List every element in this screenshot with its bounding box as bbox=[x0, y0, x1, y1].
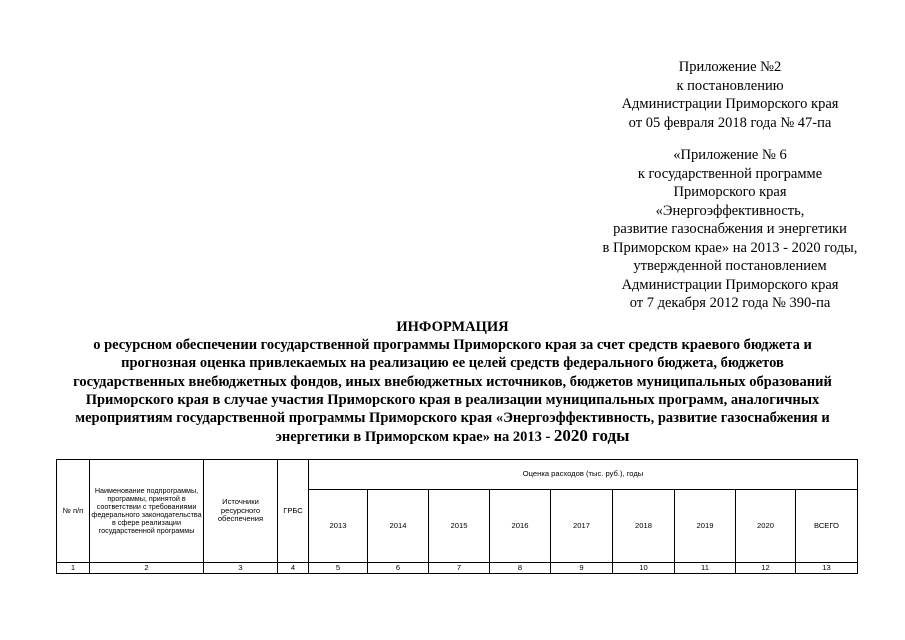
appendix-line: к постановлению bbox=[676, 77, 784, 94]
header-source: Источники ресурсного обеспечения bbox=[204, 460, 278, 563]
column-number: 1 bbox=[57, 563, 90, 574]
header-year: 2013 bbox=[309, 490, 368, 563]
header-year: 2018 bbox=[613, 490, 675, 563]
column-number: 3 bbox=[204, 563, 278, 574]
program-appendix-line: «Энергоэффективность, bbox=[655, 202, 805, 219]
appendix-line: Приложение №2 bbox=[678, 59, 782, 75]
title-line: о ресурсном обеспечении государственной программы Приморского края за счет средств краевого бюджета и bbox=[93, 337, 812, 354]
title-line: государственных внебюджетных фондов, иных внебюджетных источников, бюджетов муниципальных образований bbox=[73, 373, 832, 390]
resource-table bbox=[56, 459, 858, 574]
header-total: ВСЕГО bbox=[796, 490, 858, 563]
program-appendix-line: развитие газоснабжения и энергетики bbox=[613, 221, 847, 237]
program-appendix-line: к государственной программе bbox=[637, 165, 823, 182]
document-title bbox=[40, 318, 865, 446]
title-line: мероприятиям государственной программы Приморского края «Энергоэффективность, развитие газоснабжения и bbox=[75, 410, 830, 427]
column-number: 5 bbox=[309, 563, 368, 574]
header-grbs: ГРБС bbox=[278, 460, 309, 563]
program-appendix-line: от 7 декабря 2012 года № 390-па bbox=[629, 295, 831, 311]
column-number: 7 bbox=[429, 563, 490, 574]
spacer bbox=[560, 132, 900, 146]
column-number: 8 bbox=[490, 563, 551, 574]
column-number: 4 bbox=[278, 563, 309, 574]
header-program-name: Наименование подпрограммы, программы, принятой в соответствии с требованиями федерального законодательства в сфере реализации государственной программы bbox=[90, 460, 204, 563]
appendix-line: от 05 февраля 2018 года № 47-па bbox=[628, 114, 832, 131]
title-last-text: энергетики в Приморском крае» на 2013 - bbox=[275, 429, 554, 446]
header-num: № п/п bbox=[57, 460, 90, 563]
header-year: 2016 bbox=[490, 490, 551, 563]
appendix-block bbox=[560, 58, 900, 313]
column-number: 11 bbox=[675, 563, 736, 574]
title-years: 2020 годы bbox=[553, 426, 630, 446]
column-number: 2 bbox=[90, 563, 204, 574]
header-year: 2015 bbox=[429, 490, 490, 563]
program-appendix-line: «Приложение № 6 bbox=[673, 147, 787, 163]
column-number: 12 bbox=[736, 563, 796, 574]
header-year: 2014 bbox=[368, 490, 429, 563]
title-line-last bbox=[40, 427, 865, 446]
program-appendix-line: Приморского края bbox=[673, 184, 787, 200]
header-year: 2020 bbox=[736, 490, 796, 563]
header-year: 2019 bbox=[675, 490, 736, 563]
program-appendix-line: Администрации Приморского края bbox=[621, 276, 839, 293]
title-heading: ИНФОРМАЦИЯ bbox=[396, 319, 509, 335]
column-number: 10 bbox=[613, 563, 675, 574]
column-number: 13 bbox=[796, 563, 858, 574]
title-line: Приморского края в случае участия Приморского края в реализации муниципальных программ, аналогичных bbox=[85, 391, 820, 408]
header-estimate: Оценка расходов (тыс. руб.), годы bbox=[309, 460, 858, 490]
header-year: 2017 bbox=[551, 490, 613, 563]
appendix-line: Администрации Приморского края bbox=[621, 96, 839, 112]
title-line: прогнозная оценка привлекаемых на реализацию ее целей средств федерального бюджета, бюджетов bbox=[121, 355, 784, 372]
column-number: 9 bbox=[551, 563, 613, 574]
program-appendix-line: утвержденной постановлением bbox=[633, 258, 827, 274]
column-number: 6 bbox=[368, 563, 429, 574]
program-appendix-line: в Приморском крае» на 2013 - 2020 годы, bbox=[602, 239, 858, 256]
